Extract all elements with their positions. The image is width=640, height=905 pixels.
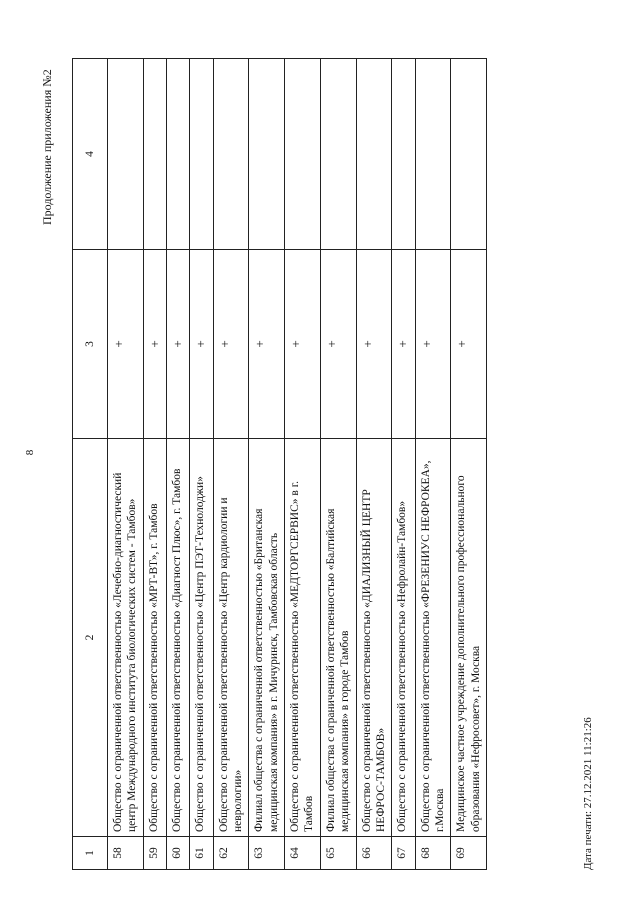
column-3-mark: + — [392, 250, 415, 439]
table-row — [249, 59, 285, 870]
column-4-mark — [108, 59, 144, 250]
column-4-mark — [143, 59, 166, 250]
organization-name: Общество с ограниченной ответственностью «Диагност Плюс», г. Тамбов — [167, 439, 190, 837]
organization-name: Общество с ограниченной ответственностью «Нефролайн-Тамбов» — [392, 439, 415, 837]
column-3-mark: + — [249, 250, 285, 439]
row-number: 58 — [108, 837, 144, 870]
organization-name: Общество с ограниченной ответственностью «МЕДТОРГСЕРВИС» в г. Тамбов — [285, 439, 321, 837]
organizations-table — [72, 58, 487, 870]
table-row — [356, 59, 392, 870]
appendix-continuation-note: Продолжение приложения №2 — [40, 69, 54, 225]
row-number: 64 — [285, 837, 321, 870]
table-row — [415, 59, 451, 870]
organization-name: Филиал общества с ограниченной ответственностью «Британская медицинская компания» в г. Мичуринск, Тамбовская область — [249, 439, 285, 837]
column-4-mark — [356, 59, 392, 250]
organization-name: Общество с ограниченной ответственностью «ДИАЛИЗНЫЙ ЦЕНТР НЕФРОС-ТАМБОВ» — [356, 439, 392, 837]
column-header-3: 3 — [73, 250, 108, 439]
column-4-mark — [285, 59, 321, 250]
table-row — [190, 59, 213, 870]
page-number: 8 — [24, 449, 36, 456]
column-header-4: 4 — [73, 59, 108, 250]
table-row — [320, 59, 356, 870]
row-number: 62 — [213, 837, 249, 870]
table-row — [392, 59, 415, 870]
organization-name: Филиал общества с ограниченной ответственностью «Балтийская медицинская компания» в городе Тамбов — [320, 439, 356, 837]
column-header-1: 1 — [73, 837, 108, 870]
table-row — [108, 59, 144, 870]
column-header-2: 2 — [73, 439, 108, 837]
organization-name: Общество с ограниченной ответственностью «ФРЕЗЕНИУС НЕФРОКЕА», г.Москва — [415, 439, 451, 837]
column-4-mark — [213, 59, 249, 250]
column-3-mark: + — [213, 250, 249, 439]
table-header-row — [73, 59, 108, 870]
column-4-mark — [451, 59, 487, 250]
organization-name: Общество с ограниченной ответственностью «Центр ПЭТ-Технолоджи» — [190, 439, 213, 837]
column-4-mark — [249, 59, 285, 250]
row-number: 68 — [415, 837, 451, 870]
organization-name: Медицинское частное учреждение дополнительного профессионального образования «Нефросовет», г. Москва — [451, 439, 487, 837]
table-row — [451, 59, 487, 870]
column-4-mark — [392, 59, 415, 250]
column-3-mark: + — [143, 250, 166, 439]
organization-name: Общество с ограниченной ответственностью «МРТ-ВТ», г. Тамбов — [143, 439, 166, 837]
table-row — [213, 59, 249, 870]
column-3-mark: + — [451, 250, 487, 439]
column-3-mark: + — [190, 250, 213, 439]
row-number: 60 — [167, 837, 190, 870]
row-number: 65 — [320, 837, 356, 870]
row-number: 61 — [190, 837, 213, 870]
print-date: Дата печати: 27.12.2021 11:21:26 — [582, 717, 594, 870]
column-4-mark — [415, 59, 451, 250]
row-number: 59 — [143, 837, 166, 870]
column-4-mark — [320, 59, 356, 250]
table-row — [143, 59, 166, 870]
column-3-mark: + — [320, 250, 356, 439]
column-3-mark: + — [108, 250, 144, 439]
column-4-mark — [167, 59, 190, 250]
column-3-mark: + — [167, 250, 190, 439]
row-number: 66 — [356, 837, 392, 870]
table-row — [285, 59, 321, 870]
row-number: 63 — [249, 837, 285, 870]
column-3-mark: + — [415, 250, 451, 439]
column-3-mark: + — [285, 250, 321, 439]
row-number: 67 — [392, 837, 415, 870]
row-number: 69 — [451, 837, 487, 870]
table-row — [167, 59, 190, 870]
column-3-mark: + — [356, 250, 392, 439]
organization-name: Общество с ограниченной ответственностью «Лечебно-диагностический центр Международного института биологических систем - Тамбов» — [108, 439, 144, 837]
organization-name: Общество с ограниченной ответственностью «Центр кардиологии и неврологии» — [213, 439, 249, 837]
column-4-mark — [190, 59, 213, 250]
